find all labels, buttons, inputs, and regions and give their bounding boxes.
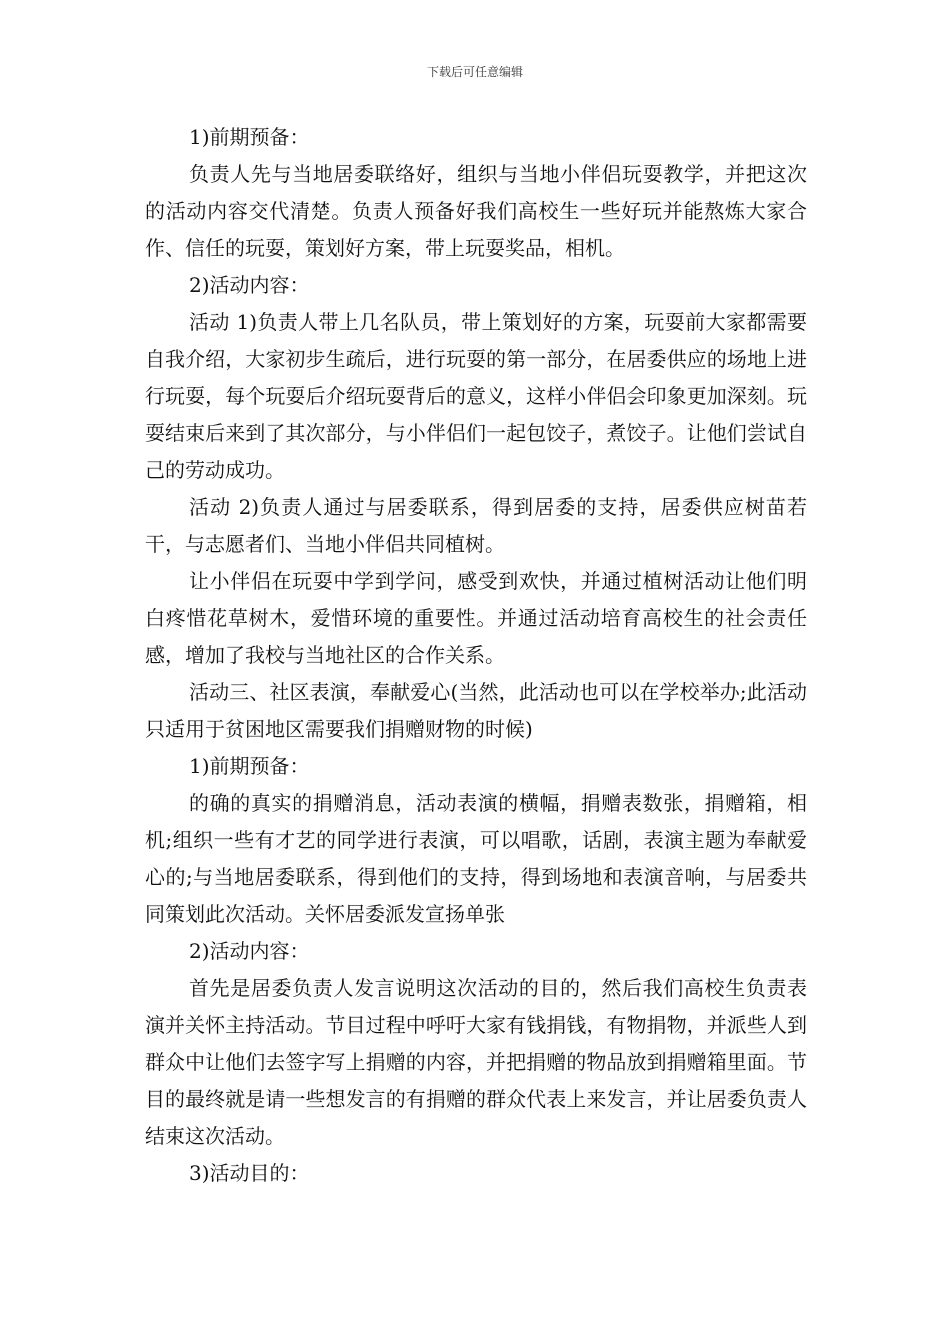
paragraph: 2)活动内容： xyxy=(189,939,310,963)
paragraph: 1)前期预备： xyxy=(189,125,310,149)
paragraph: 活动 1)负责人带上几名队员，带上策划好的方案，玩耍前大家都需要自我介绍，大家初步生疏后，进行玩耍的第一部分，在居委供应的场地上进行玩耍，每个玩耍后介绍玩耍背后的意义，这样小伴侣会印象更加深刻。玩耍结束后来到了其次部分，与小伴侣们一起包饺子，煮饺子。让他们尝试自己的劳动成功。 xyxy=(145,310,807,482)
paragraph: 首先是居委负责人发言说明这次活动的目的，然后我们高校生负责表演并关怀主持活动。节目过程中呼吁大家有钱捐钱，有物捐物，并派些人到群众中让他们去签字写上捐赠的内容，并把捐赠的物品放到捐赠箱里面。节目的最终就是请一些想发言的有捐赠的群众代表上来发言，并让居委负责人结束这次活动。 xyxy=(145,976,807,1148)
paragraph: 2)活动内容： xyxy=(189,273,310,297)
paragraph: 1)前期预备： xyxy=(189,754,310,778)
paragraph: 负责人先与当地居委联络好，组织与当地小伴侣玩耍教学，并把这次的活动内容交代清楚。负责人预备好我们高校生一些好玩并能熬炼大家合作、信任的玩耍，策划好方案，带上玩耍奖品，相机。 xyxy=(145,162,807,260)
paragraph: 活动 2)负责人通过与居委联系，得到居委的支持，居委供应树苗若干，与志愿者们、当地小伴侣共同植树。 xyxy=(145,495,807,556)
paragraph: 活动三、社区表演，奉献爱心(当然，此活动也可以在学校举办;此活动只适用于贫困地区需要我们捐赠财物的时候) xyxy=(145,680,807,741)
page-header: 下载后可任意编辑 xyxy=(426,65,523,79)
paragraph: 让小伴侣在玩耍中学到学问，感受到欢快，并通过植树活动让他们明白疼惜花草树木，爱惜环境的重要性。并通过活动培育高校生的社会责任感，增加了我校与当地社区的合作关系。 xyxy=(145,569,807,667)
paragraph: 3)活动目的： xyxy=(189,1161,310,1185)
document-body xyxy=(145,119,807,1192)
paragraph: 的确的真实的捐赠消息，活动表演的横幅，捐赠表数张，捐赠箱，相机;组织一些有才艺的同学进行表演，可以唱歌，话剧，表演主题为奉献爱心的;与当地居委联系，得到他们的支持，得到场地和表演音响，与居委共同策划此次活动。关怀居委派发宣扬单张 xyxy=(145,791,807,926)
